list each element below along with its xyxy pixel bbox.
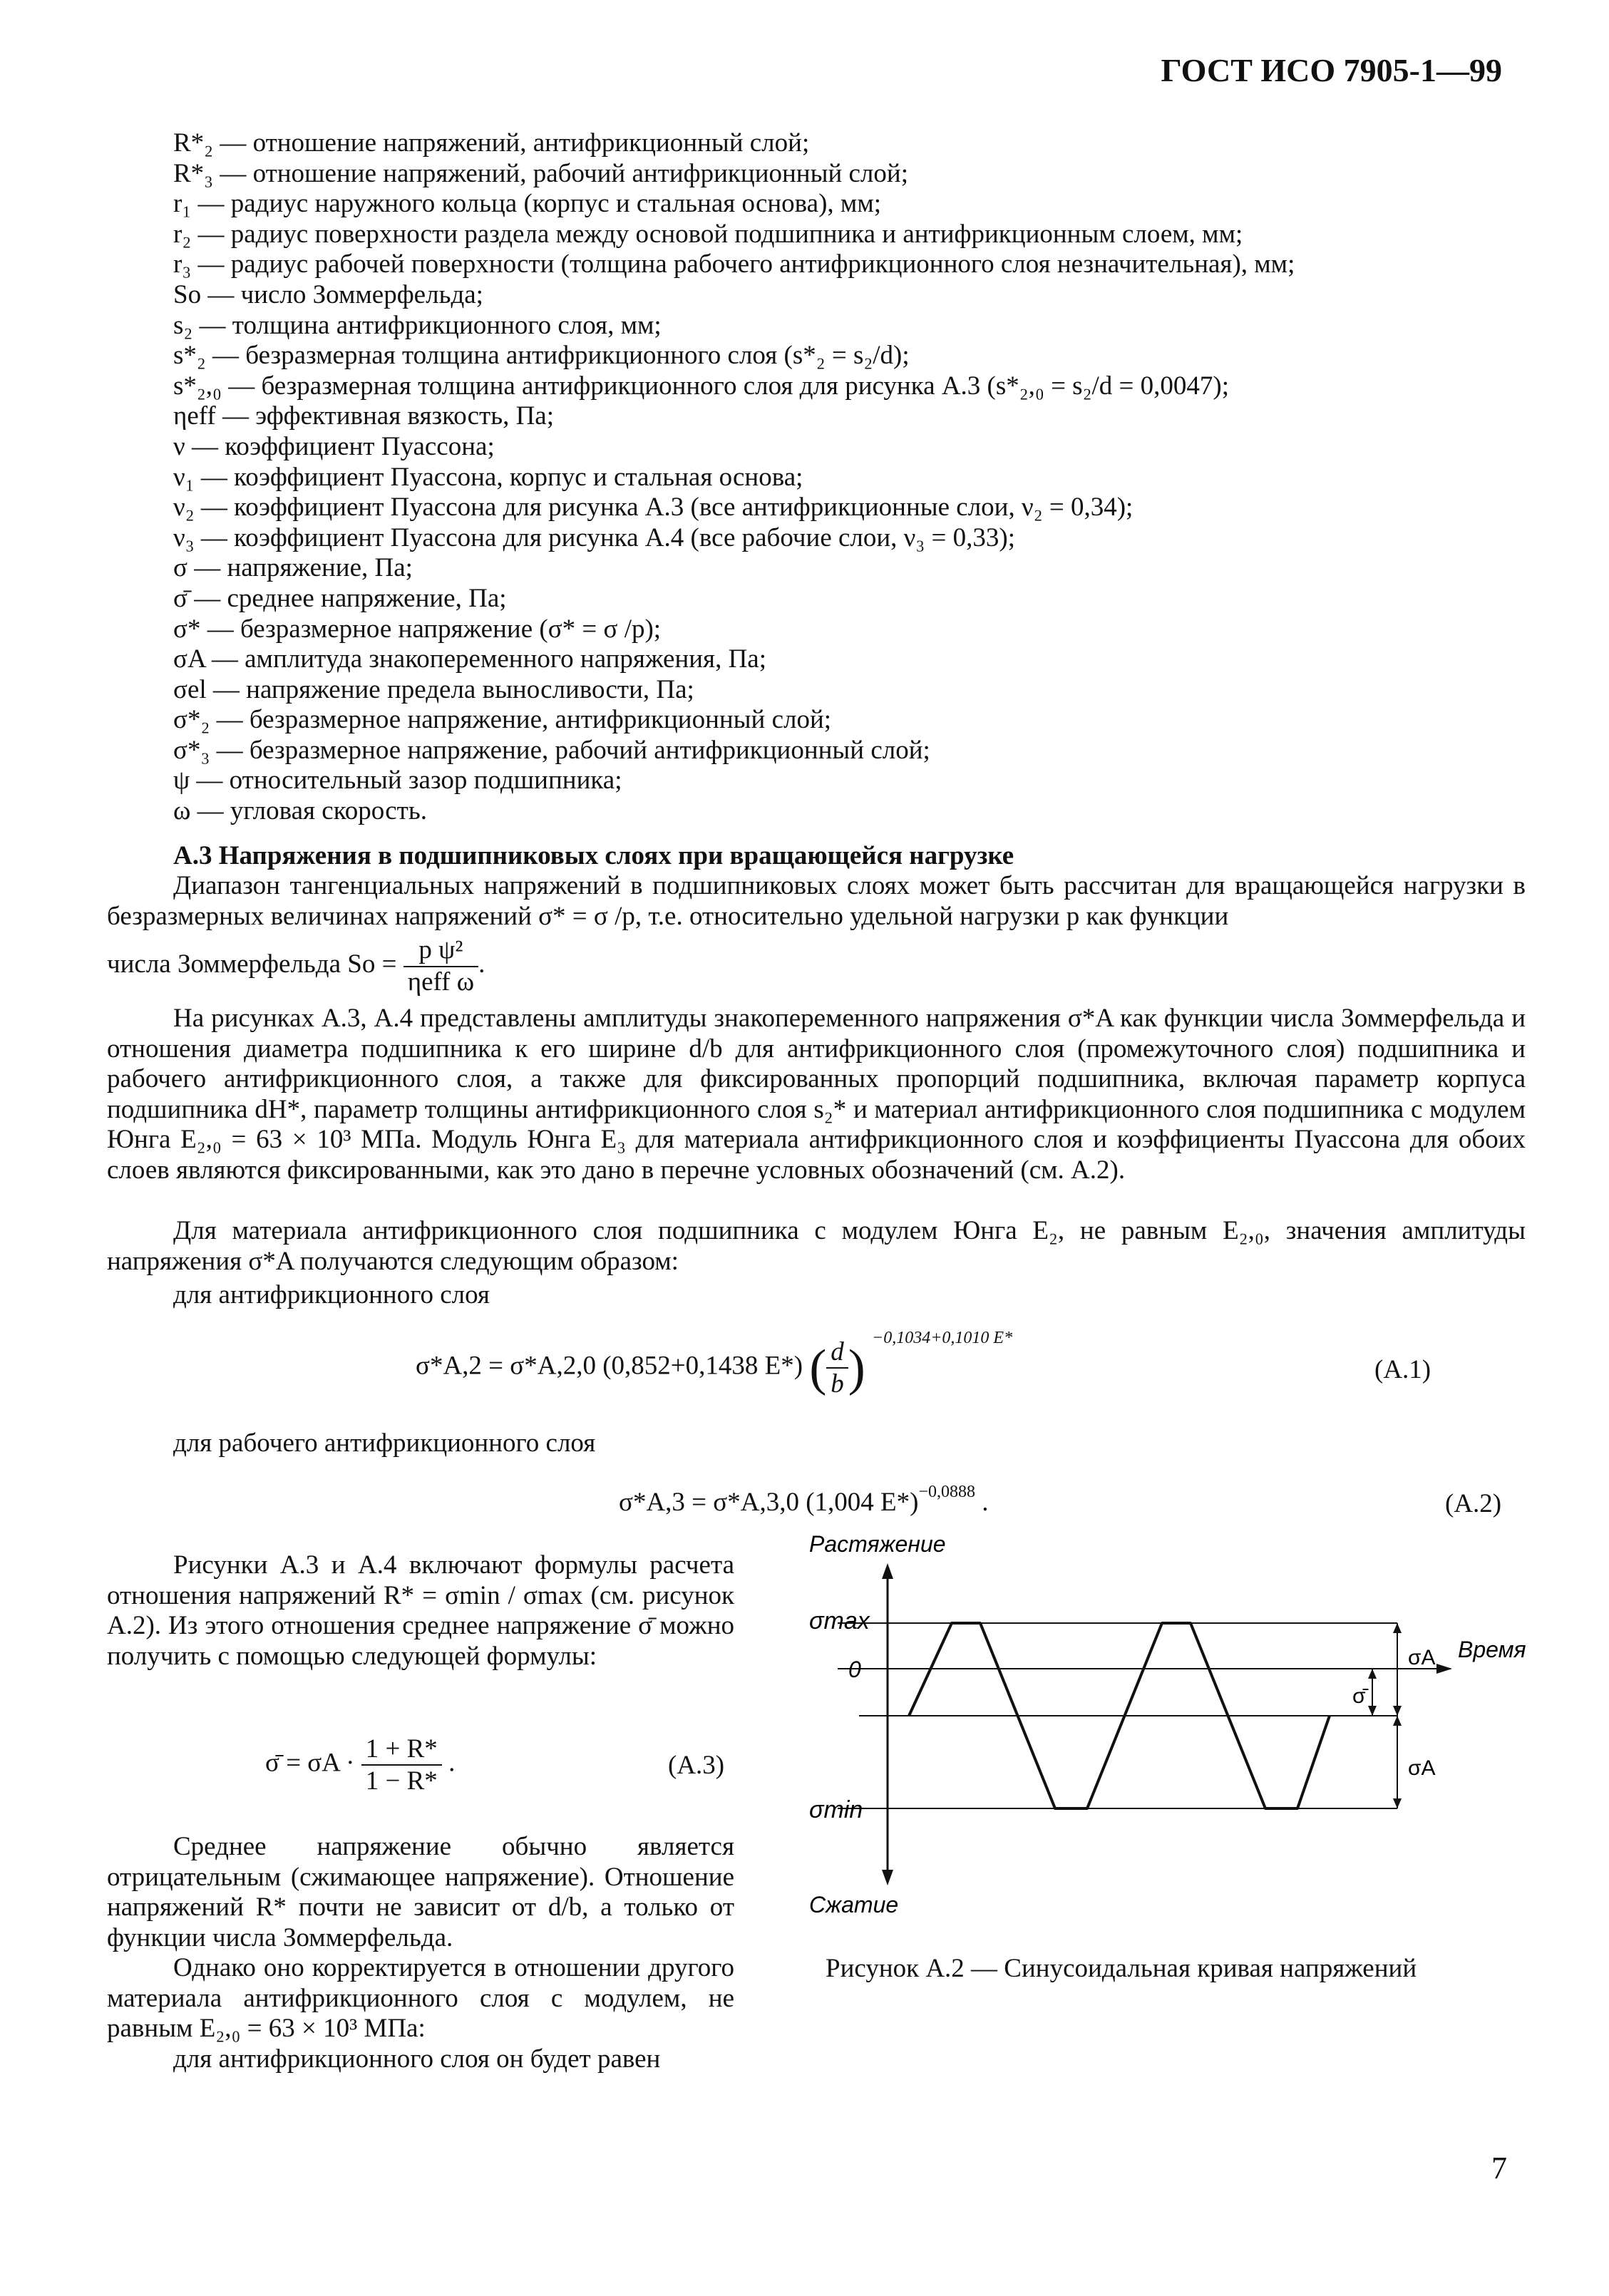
label-sigma-max: σmax xyxy=(809,1607,870,1635)
figure-label-compression: Сжатие xyxy=(809,1892,899,1917)
axis-arrow-down xyxy=(882,1870,893,1885)
sommerfeld-formula: числа Зоммерфельда So = $\frac{\text{p ψ²}}{\text{ηeff ω}}$ . xyxy=(107,935,485,997)
label-mean-stress: σ̄ xyxy=(1352,1684,1366,1708)
legend-item: ηeff — эффективная вязкость, Па; xyxy=(173,401,555,431)
equation-a3-lhs: σ̄ = σA · xyxy=(265,1748,355,1778)
paragraph-antifriction-equals: для антифрикционного слоя он будет равен xyxy=(173,2044,661,2074)
ratio-d-b: $\frac{d}{b}$ xyxy=(826,1337,848,1399)
paragraph-correction: Однако оно корректируется в отношении другого материала антифрикционного слоя с модулем, не равным E₂,₀ = 63 × 10³ МПа: xyxy=(107,1953,734,2043)
equation-a2-body: σ*A,3 = σ*A,3,0 (1,004 E*) xyxy=(619,1488,919,1517)
label-sigma-min: σmin xyxy=(809,1796,863,1823)
fraction-numerator: p ψ² xyxy=(403,935,478,967)
legend-item: ν₃ — коэффициент Пуассона для рисунка А.4 (все рабочие слои, ν₃ = 0,33); xyxy=(173,522,1016,552)
fraction-numerator: 1 + R* xyxy=(361,1734,442,1766)
equation-a3-fraction xyxy=(361,1734,442,1796)
label-time: Время xyxy=(1458,1637,1526,1662)
equation-a1: σ*A,2 = σ*A,2,0 (0,852+0,1438 E*) ( $\frac{d}{b}$ ) $^{-0,1034+0,1010 E*}$ xyxy=(416,1329,1013,1399)
document-code-header: ГОСТ ИСО 7905-1—99 xyxy=(1161,52,1502,88)
dimension-arrow xyxy=(1393,1716,1402,1726)
paragraph-figures: На рисунках А.3, А.4 представлены амплитуды знакопеременного напряжения σ*A как функции числа Зоммерфельда и отношения диаметра подшипника к его ширине d/b для антифрикционного слоя (промежуточного слоя) подшипника и рабочего антифрикционного слоя, а также для фиксированных пропорций подшипника, включая параметр корпуса подшипника dH*, параметр толщины антифрикционного слоя s₂* и материал антифрикционного слоя подшипника с модулем Юнга E₂,₀ = 63 × 10³ МПа. Модуль Юнга E₃ для материала антифрикционного слоя и коэффициенты Пуассона для обоих слоев являются фиксированными, как это дано в перечне условных обозначений (см. А.2). xyxy=(107,1004,1526,1185)
legend-item: σel — напряжение предела выносливости, Па; xyxy=(173,674,694,704)
sommerfeld-fraction xyxy=(403,935,478,997)
legend-item: σ*₂ — безразмерное напряжение, антифрикционный слой; xyxy=(173,705,832,735)
paragraph-working-layer: для рабочего антифрикционного слоя xyxy=(173,1428,596,1458)
legend-item: s*₂ — безразмерная толщина антифрикционного слоя (s*₂ = s₂/d); xyxy=(173,341,910,371)
fraction-denominator: ηeff ω xyxy=(407,967,475,997)
equation-a2-number: (А.2) xyxy=(1445,1489,1502,1518)
fraction-denominator: 1 − R* xyxy=(365,1766,438,1796)
legend-item: s*₂,₀ — безразмерная толщина антифрикционного слоя для рисунка А.3 (s*₂,₀ = s₂/d = 0,0047); xyxy=(173,371,1229,401)
legend-item: R*₂ — отношение напряжений, антифрикционный слой; xyxy=(173,128,810,158)
equation-a1-number: (А.1) xyxy=(1374,1355,1431,1384)
legend-item: ν₁ — коэффициент Пуассона, корпус и стальная основа; xyxy=(173,462,803,492)
legend-item: σ̄ — среднее напряжение, Па; xyxy=(173,583,507,613)
axis-arrow-up xyxy=(882,1563,893,1579)
time-axis-arrow xyxy=(1436,1664,1452,1674)
dimension-arrow xyxy=(1368,1669,1377,1679)
equation-a3-number: (А.3) xyxy=(668,1751,725,1780)
dimension-arrow xyxy=(1393,1798,1402,1808)
legend-item: σ — напряжение, Па; xyxy=(173,553,413,583)
legend-item: σ*₃ — безразмерное напряжение, рабочий антифрикционный слой; xyxy=(173,735,930,765)
legend-item: r₂ — радиус поверхности раздела между основой подшипника и антифрикционным слоем, мм; xyxy=(173,219,1243,249)
label-amplitude-upper: σA xyxy=(1408,1646,1436,1669)
dimension-arrow xyxy=(1393,1706,1402,1716)
dimension-arrow xyxy=(1393,1623,1402,1633)
legend-item: s₂ — толщина антифрикционного слоя, мм; xyxy=(173,310,662,340)
legend-item: σ* — безразмерное напряжение (σ* = σ /p); xyxy=(173,614,662,644)
dimension-arrow xyxy=(1368,1706,1377,1716)
equation-a2-exponent: −0,0888 xyxy=(918,1482,975,1501)
figure-label-tension: Растяжение xyxy=(809,1531,946,1557)
sommerfeld-label: числа Зоммерфельда So = xyxy=(107,949,397,979)
sinusoidal-stress-figure xyxy=(788,1529,1529,1928)
paragraph-intro: Диапазон тангенциальных напряжений в подшипниковых слоях может быть рассчитан для вращающейся нагрузки в безразмерных величинах напряжений σ* = σ /p, т.е. относительно удельной нагрузки p как функции xyxy=(107,871,1526,931)
section-title: А.3 Напряжения в подшипниковых слоях при вращающейся нагрузке xyxy=(173,841,1014,870)
equation-a1-exponent: −0,1034+0,1010 E* xyxy=(872,1329,1013,1348)
equation-a3: σ̄ = σA · $\frac{1 + R*}{1 - R*}$ . xyxy=(265,1734,456,1796)
paragraph-stress-ratio: Рисунки А.3 и А.4 включают формулы расчета отношения напряжений R* = σmin / σmax (см. рисунок А.2). Из этого отношения среднее напряжение σ̄ можно получить с помощью следующей формулы: xyxy=(107,1550,734,1671)
label-amplitude-lower: σA xyxy=(1408,1756,1436,1780)
legend-item: ν — коэффициент Пуассона; xyxy=(173,431,495,461)
legend-item: ψ — относительный зазор подшипника; xyxy=(173,766,622,796)
legend-item: R*₃ — отношение напряжений, рабочий антифрикционный слой; xyxy=(173,158,908,188)
figure-caption: Рисунок А.2 — Синусоидальная кривая напряжений xyxy=(826,1954,1417,1983)
paragraph-material: Для материала антифрикционного слоя подшипника с модулем Юнга E₂, не равным E₂,₀, значения амплитуды напряжения σ*A получаются следующим образом: xyxy=(107,1216,1526,1276)
legend-item: σA — амплитуда знакопеременного напряжения, Па; xyxy=(173,644,766,674)
legend-item: r₁ — радиус наружного кольца (корпус и стальная основа), мм; xyxy=(173,189,882,219)
equation-a1-body: σ*A,2 = σ*A,2,0 (0,852+0,1438 E*) xyxy=(416,1351,803,1381)
paragraph-mean-stress: Среднее напряжение обычно является отрицательным (сжимающее напряжение). Отношение напряжений R* почти не зависит от d/b, а только от функции числа Зоммерфельда. xyxy=(107,1832,734,1952)
legend-item: ω — угловая скорость. xyxy=(173,796,427,826)
legend-item: So — число Зоммерфельда; xyxy=(173,279,483,309)
page-number: 7 xyxy=(1491,2151,1507,2186)
symbol-legend xyxy=(173,128,1528,827)
legend-item: r₃ — радиус рабочей поверхности (толщина рабочего антифрикционного слоя незначительная), мм; xyxy=(173,249,1295,279)
paragraph-antifriction-layer: для антифрикционного слоя xyxy=(173,1280,490,1309)
equation-a2: σ*A,3 = σ*A,3,0 (1,004 E*)$^{-0,0888}$ . xyxy=(619,1482,989,1517)
legend-item: ν₂ — коэффициент Пуассона для рисунка А.3 (все антифрикционные слои, ν₂ = 0,34); xyxy=(173,493,1134,522)
label-zero: 0 xyxy=(848,1657,861,1682)
